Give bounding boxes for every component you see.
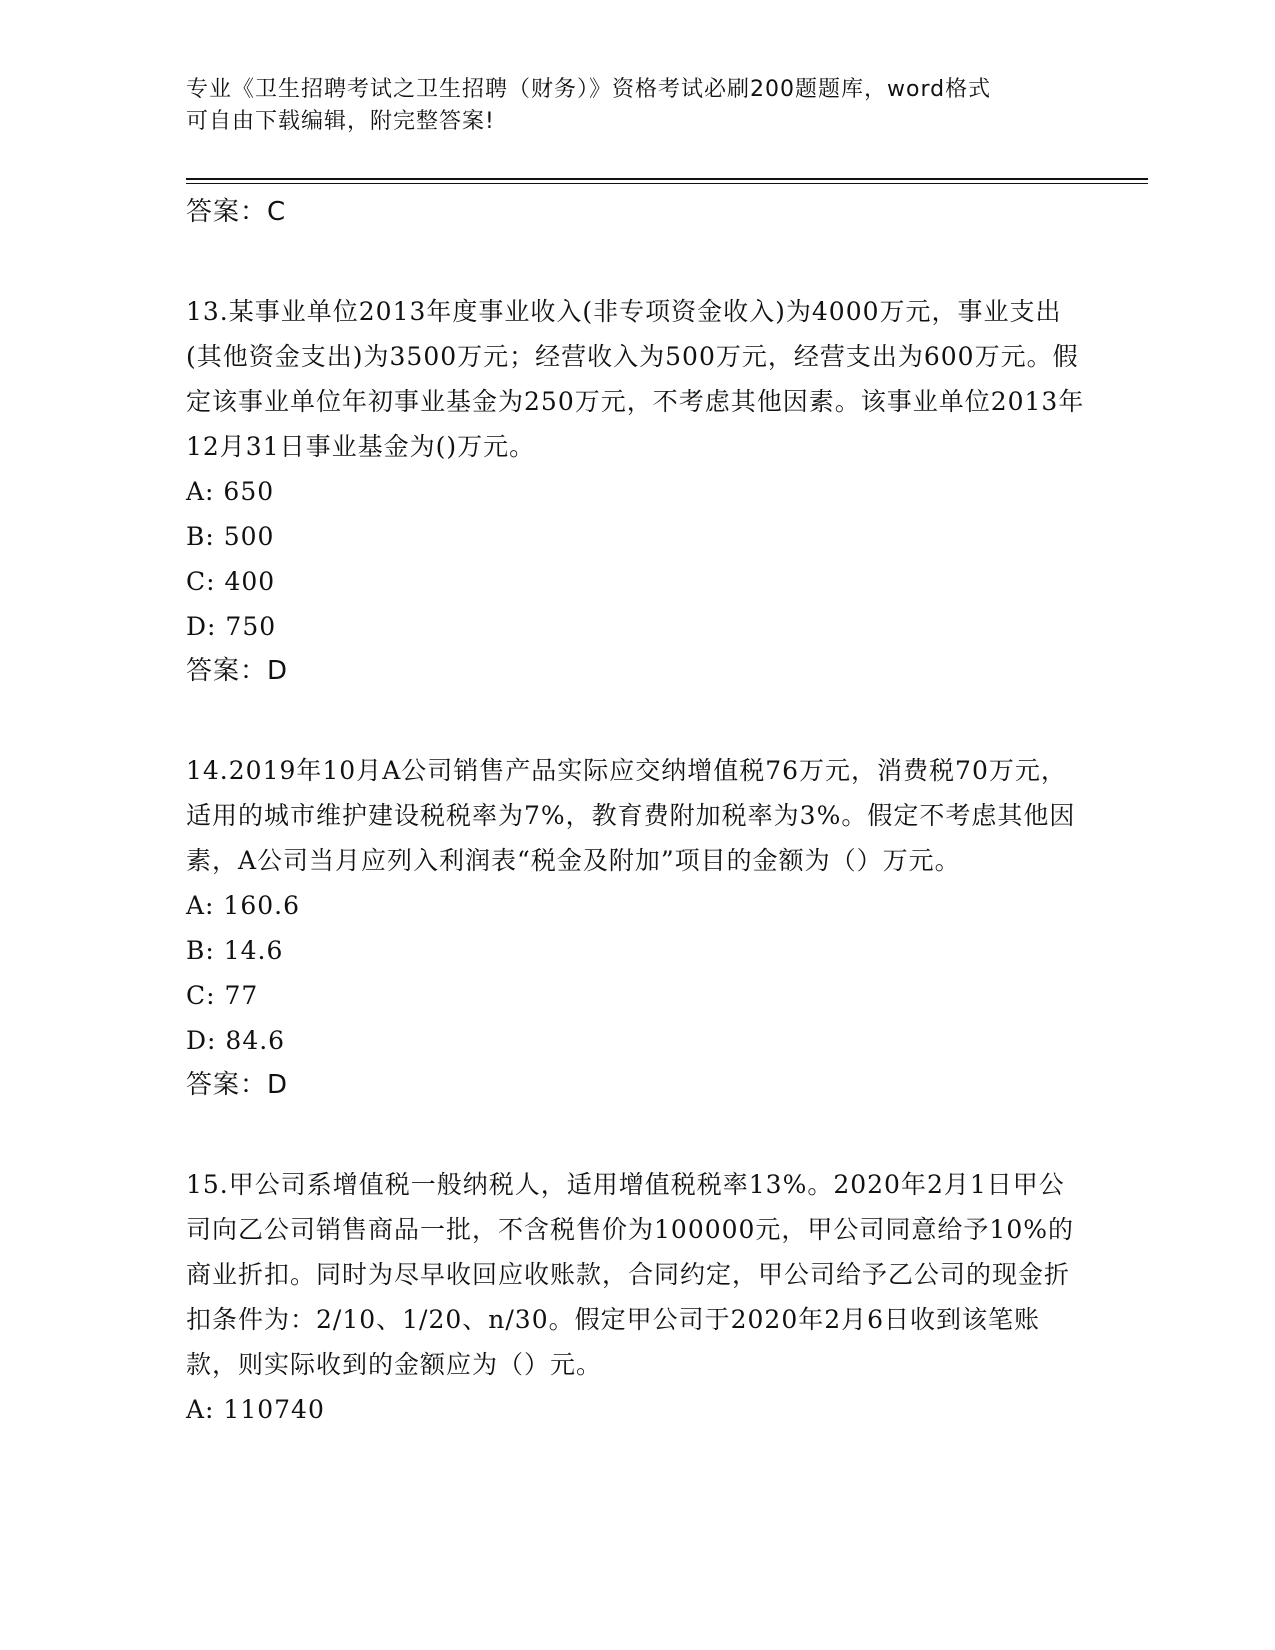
header-rule-thin: [186, 183, 1148, 184]
document-header: [186, 74, 1066, 138]
header-line-1: 专业《卫生招聘考试之卫生招聘（财务）》资格考试必刷200题题库，word格式: [186, 77, 992, 102]
option-a: A: 110740: [186, 1395, 325, 1424]
option-d: D: 750: [186, 612, 277, 641]
option-a: A: 160.6: [186, 891, 300, 920]
option-b: B: 500: [186, 522, 275, 551]
header-rule-thick: [186, 178, 1148, 180]
option-d: D: 84.6: [186, 1026, 286, 1055]
option-c: C: 77: [186, 981, 259, 1010]
question-stem: 15.甲公司系增值税一般纳税人，适用增值税税率13%。2020年2月1日甲公司向乙公司销售商品一批，不含税售价为100000元，甲公司同意给予10%的商业折扣。同时为尽早收回应收账款，合同约定，甲公司给予乙公司的现金折扣条件为：2/10、1/20、n/30。假定甲公司于2020年2月6日收到该笔账款，则实际收到的金额应为（）元。: [186, 1170, 1075, 1379]
option-b: B: 14.6: [186, 936, 284, 965]
question-15: [186, 1162, 1086, 1432]
question-stem: 13.某事业单位2013年度事业收入(非专项资金收入)为4000万元，事业支出(其他资金支出)为3500万元；经营收入为500万元，经营支出为600万元。假定该事业单位年初事业基金为250万元，不考虑其他因素。该事业单位2013年12月31日事业基金为()万元。: [186, 297, 1085, 461]
question-14: [186, 748, 1086, 1107]
option-a: A: 650: [186, 477, 275, 506]
option-c: C: 400: [186, 567, 276, 596]
question-13: [186, 289, 1086, 693]
header-line-2: 可自由下载编辑，附完整答案!: [186, 109, 495, 134]
answer-line: 答案：C: [186, 197, 287, 227]
question-stem: 14.2019年10月A公司销售产品实际应交纳增值税76万元，消费税70万元，适用的城市维护建设税税率为7%，教育费附加税率为3%。假定不考虑其他因素，A公司当月应列入利润表“税金及附加”项目的金额为（）万元。: [186, 756, 1076, 875]
answer-line: 答案：D: [186, 656, 289, 686]
document-body: [186, 190, 1086, 1432]
answer-line: 答案：D: [186, 1070, 289, 1100]
